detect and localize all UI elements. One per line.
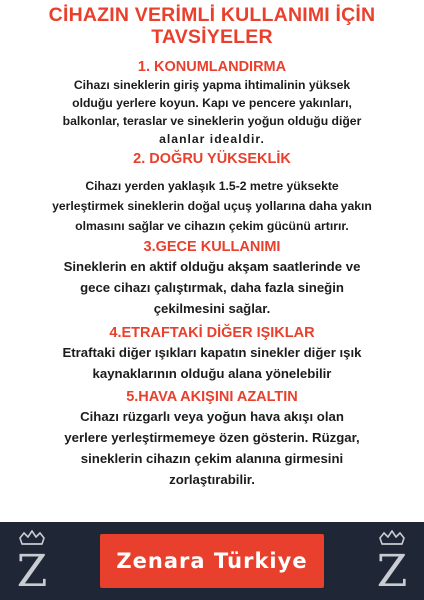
body-line: çekilmesini sağlar. bbox=[153, 301, 271, 316]
logo-letter: Z bbox=[376, 546, 408, 592]
section-airflow bbox=[0, 388, 424, 490]
title-line-1: CİHAZIN VERİMLİ KULLANIMI İÇİN bbox=[48, 4, 376, 26]
body-line: kaynaklarının olduğu alana yönelebilir bbox=[92, 366, 332, 381]
crown-z-logo-icon bbox=[366, 530, 418, 592]
body-line: balkonlar, teraslar ve sineklerin yoğun olduğu diğer bbox=[62, 114, 362, 128]
section-body bbox=[0, 76, 424, 148]
brand-name-banner: Zenara Türkiye bbox=[100, 534, 324, 588]
section-heading: 3.GECE KULLANIMI bbox=[143, 239, 281, 255]
section-body bbox=[0, 176, 424, 236]
body-line: zorlaştırabilir. bbox=[169, 472, 255, 487]
section-heading: 5.HAVA AKIŞINI AZALTIN bbox=[126, 389, 298, 405]
section-heading: 4.ETRAFTAKİ DİĞER IŞIKLAR bbox=[109, 325, 315, 341]
section-heading: 1. KONUMLANDIRMA bbox=[137, 59, 287, 75]
section-night-use bbox=[0, 238, 424, 319]
brand-footer bbox=[0, 522, 424, 600]
body-line: Sineklerin en aktif olduğu akşam saatlerinde ve bbox=[63, 259, 361, 274]
body-line: yerlere yerleştirmemeye özen gösterin. Rüzgar, bbox=[64, 430, 360, 445]
title-line-2: TAVSİYELER bbox=[151, 26, 273, 48]
body-line: Cihazı yerden yaklaşık 1.5-2 metre yüksekte bbox=[85, 179, 339, 193]
logo-letter: Z bbox=[16, 546, 48, 592]
body-line: yerleştirmek sineklerin doğal uçuş yollarına daha yakın bbox=[52, 199, 372, 213]
body-line: gece cihazı çalıştırmak, daha fazla sineğin bbox=[80, 280, 344, 295]
section-body bbox=[0, 406, 424, 490]
body-line: olduğu yerlere koyun. Kapı ve pencere yakınları, bbox=[72, 96, 352, 110]
body-line: olmasını sağlar ve cihazın çekim gücünü artırır. bbox=[75, 219, 349, 233]
body-line: Etraftaki diğer ışıkları kapatın sinekler diğer ışık bbox=[62, 345, 362, 360]
body-line: Cihazı rüzgarlı veya yoğun hava akışı olan bbox=[80, 409, 344, 424]
body-line: alanlar idealdir. bbox=[159, 132, 265, 146]
section-heading: 2. DOĞRU YÜKSEKLİK bbox=[133, 151, 291, 167]
section-body bbox=[0, 256, 424, 319]
document-title bbox=[0, 0, 424, 48]
body-line: sineklerin cihazın çekim alanına girmesini bbox=[80, 451, 344, 466]
section-body bbox=[0, 342, 424, 384]
body-line: Cihazı sineklerin giriş yapma ihtimalinin yüksek bbox=[73, 78, 351, 92]
section-positioning bbox=[0, 58, 424, 148]
crown-z-logo-icon bbox=[6, 530, 58, 592]
section-height bbox=[0, 150, 424, 236]
section-other-lights bbox=[0, 324, 424, 384]
